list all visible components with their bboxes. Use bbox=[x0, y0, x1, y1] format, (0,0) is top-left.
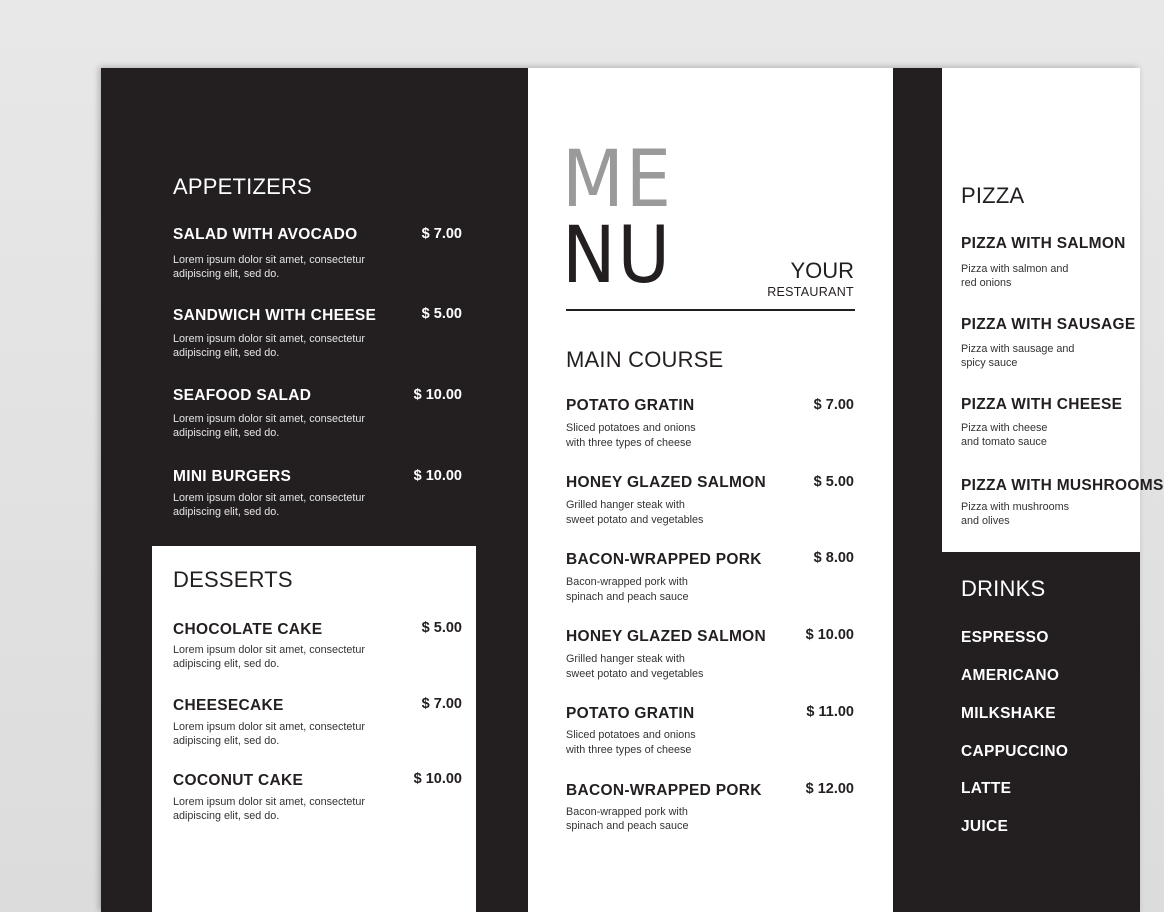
item-desc: Grilled hanger steak with bbox=[566, 499, 685, 511]
drink-item: CAPPUCCINO bbox=[961, 743, 1069, 760]
item-name: PIZZA WITH CHEESE bbox=[961, 396, 1123, 413]
item-price: $ 5.00 bbox=[813, 474, 854, 490]
item-price: $ 10.00 bbox=[413, 387, 462, 403]
title-divider bbox=[566, 309, 855, 311]
pizza-title: PIZZA bbox=[961, 183, 1025, 208]
item-name: CHOCOLATE CAKE bbox=[173, 621, 323, 638]
item-price: $ 12.00 bbox=[805, 781, 854, 797]
item-desc: spicy sauce bbox=[961, 357, 1018, 369]
item-name: PIZZA WITH MUSHROOMS bbox=[961, 477, 1164, 494]
item-price: $ 5.00 bbox=[421, 620, 462, 636]
item-desc: adipiscing elit, sed do. bbox=[173, 735, 280, 747]
item-name: COCONUT CAKE bbox=[173, 772, 304, 789]
item-price: $ 5.00 bbox=[421, 306, 462, 322]
item-price: $ 7.00 bbox=[421, 696, 462, 712]
item-desc: adipiscing elit, sed do. bbox=[173, 506, 280, 518]
item-price: $ 7.00 bbox=[421, 226, 462, 242]
item-name: PIZZA WITH SALMON bbox=[961, 235, 1126, 252]
item-price: $ 8.00 bbox=[813, 550, 854, 566]
item-desc: Lorem ipsum dolor sit amet, consectetur bbox=[173, 413, 366, 425]
item-desc: Bacon-wrapped pork with bbox=[566, 576, 688, 588]
menu-title-line1: ME bbox=[562, 135, 673, 225]
item-name: BACON-WRAPPED PORK bbox=[566, 551, 762, 568]
item-desc: spinach and peach sauce bbox=[566, 820, 689, 832]
appetizers-title: APPETIZERS bbox=[173, 174, 312, 199]
menu-title-line2: NU bbox=[562, 211, 672, 301]
item-desc: with three types of cheese bbox=[566, 744, 692, 756]
item-name: SEAFOOD SALAD bbox=[173, 387, 312, 404]
item-name: HONEY GLAZED SALMON bbox=[566, 628, 767, 645]
item-name: SALAD WITH AVOCADO bbox=[173, 226, 358, 243]
item-desc: Sliced potatoes and onions bbox=[566, 729, 696, 741]
item-name: MINI BURGERS bbox=[173, 468, 292, 485]
item-desc: Lorem ipsum dolor sit amet, consectetur bbox=[173, 492, 366, 504]
item-name: SANDWICH WITH CHEESE bbox=[173, 307, 377, 324]
item-price: $ 11.00 bbox=[806, 704, 854, 720]
item-name: CHEESECAKE bbox=[173, 697, 284, 714]
drinks-title: DRINKS bbox=[961, 576, 1046, 601]
item-desc: Sliced potatoes and onions bbox=[566, 422, 696, 434]
item-desc: Pizza with cheese bbox=[961, 422, 1048, 434]
item-name: POTATO GRATIN bbox=[566, 705, 695, 722]
drink-item: AMERICANO bbox=[961, 667, 1060, 684]
drink-item: ESPRESSO bbox=[961, 629, 1049, 646]
item-price: $ 10.00 bbox=[413, 468, 462, 484]
item-name: BACON-WRAPPED PORK bbox=[566, 782, 762, 799]
item-name: PIZZA WITH SAUSAGE bbox=[961, 316, 1136, 333]
item-desc: adipiscing elit, sed do. bbox=[173, 268, 280, 280]
your-label: YOUR bbox=[790, 258, 854, 283]
item-desc: Pizza with sausage and bbox=[961, 343, 1075, 355]
item-desc: Pizza with salmon and bbox=[961, 263, 1069, 275]
item-name: HONEY GLAZED SALMON bbox=[566, 474, 767, 491]
item-desc: and tomato sauce bbox=[961, 436, 1047, 448]
item-desc: Pizza with mushrooms bbox=[961, 501, 1070, 513]
item-price: $ 10.00 bbox=[413, 771, 462, 787]
item-price: $ 7.00 bbox=[813, 397, 854, 413]
item-price: $ 10.00 bbox=[805, 627, 854, 643]
item-desc: sweet potato and vegetables bbox=[566, 514, 704, 526]
item-desc: Grilled hanger steak with bbox=[566, 653, 685, 665]
item-desc: red onions bbox=[961, 277, 1012, 289]
item-desc: Lorem ipsum dolor sit amet, consectetur bbox=[173, 254, 366, 266]
main-course-title: MAIN COURSE bbox=[566, 347, 724, 372]
item-desc: Lorem ipsum dolor sit amet, consectetur bbox=[173, 721, 366, 733]
item-desc: Lorem ipsum dolor sit amet, consectetur bbox=[173, 796, 366, 808]
drink-item: JUICE bbox=[961, 818, 1009, 835]
item-desc: with three types of cheese bbox=[566, 437, 692, 449]
item-desc: adipiscing elit, sed do. bbox=[173, 347, 280, 359]
item-desc: adipiscing elit, sed do. bbox=[173, 427, 280, 439]
restaurant-label: RESTAURANT bbox=[767, 285, 854, 299]
item-desc: spinach and peach sauce bbox=[566, 591, 689, 603]
item-desc: and olives bbox=[961, 515, 1010, 527]
item-desc: sweet potato and vegetables bbox=[566, 668, 704, 680]
desserts-title: DESSERTS bbox=[173, 567, 293, 592]
item-desc: Lorem ipsum dolor sit amet, consectetur bbox=[173, 333, 366, 345]
item-desc: adipiscing elit, sed do. bbox=[173, 658, 280, 670]
item-desc: Lorem ipsum dolor sit amet, consectetur bbox=[173, 644, 366, 656]
item-desc: adipiscing elit, sed do. bbox=[173, 810, 280, 822]
drink-item: LATTE bbox=[961, 780, 1012, 797]
item-desc: Bacon-wrapped pork with bbox=[566, 806, 688, 818]
item-name: POTATO GRATIN bbox=[566, 397, 695, 414]
drink-item: MILKSHAKE bbox=[961, 705, 1056, 722]
